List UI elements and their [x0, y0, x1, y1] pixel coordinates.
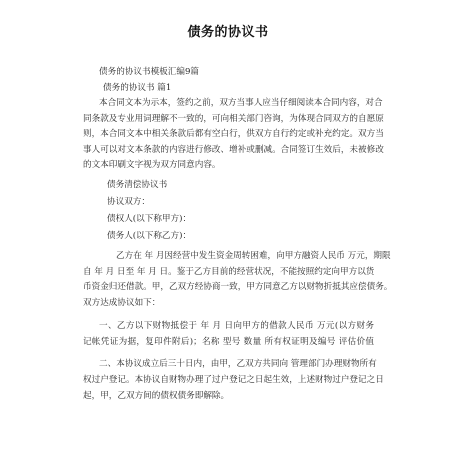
paragraph-line: 双方达成协议如下：: [83, 298, 161, 308]
agreement-heading: 债务清偿协议书: [107, 180, 168, 190]
paragraph-line: 则，本合同文本中相关条款后都有空白行，供双方自行约定或补充约定。双方当: [83, 129, 384, 139]
parties-label: 协议双方：: [107, 197, 150, 207]
paragraph-line: 币资金归还借款。甲，乙双方经协商一致，甲方同意乙方以财物折抵其应偿债务。: [83, 282, 393, 292]
paragraph-line: 权过户登记。本协议自财物办理了过户登记之日起生效，上述财物过户登记之日: [83, 375, 384, 385]
document-title: 债务的协议书: [187, 25, 269, 40]
paragraph-line: 的文本印刷文字视为双方同意内容。: [83, 160, 221, 170]
paragraph-line: 自 年 月 日至 年 月 日。鉴于乙方目前的经营状况，不能按照约定向甲方以货: [83, 267, 375, 277]
section-heading: 债务的协议书 篇1: [103, 83, 172, 93]
paragraph-line: 同条款及专业用词理解不一致的，可向相关部门咨询，为体现合同双方的自愿原: [83, 114, 384, 124]
paragraph-line: 事人可以对文本条款的内容进行修改、增补或删减。合同签订生效后，未被修改: [83, 145, 384, 155]
paragraph-line: 本合同文本为示本，签约之前，双方当事人应当仔细阅读本合同内容，对合: [99, 98, 383, 108]
paragraph-line: 二、本协议成立后三十日内，由甲，乙双方共同向 管理部门办理财物所有: [99, 359, 377, 369]
paragraph-line: 起，甲，乙双方间的债权债务即解除。: [83, 391, 230, 401]
debtor-label: 债务人(以下称乙方)：: [107, 231, 192, 241]
paragraph-line: 记帐凭证为据，复印件附后)；名称 型号 数量 所有权证明及编号 评估价值: [83, 337, 374, 347]
collection-subtitle: 债务的协议书模板汇编9篇: [99, 67, 199, 77]
creditor-label: 债权人(以下称甲方)：: [107, 214, 192, 224]
paragraph-line: 一、乙方以下财物抵偿于 年 月 日向甲方的借款人民币 万元(以方财务: [99, 321, 374, 331]
paragraph-line: 乙方在 年 月因经营中发生资金周转困难，向甲方融资人民币 万元，期限: [116, 251, 391, 261]
